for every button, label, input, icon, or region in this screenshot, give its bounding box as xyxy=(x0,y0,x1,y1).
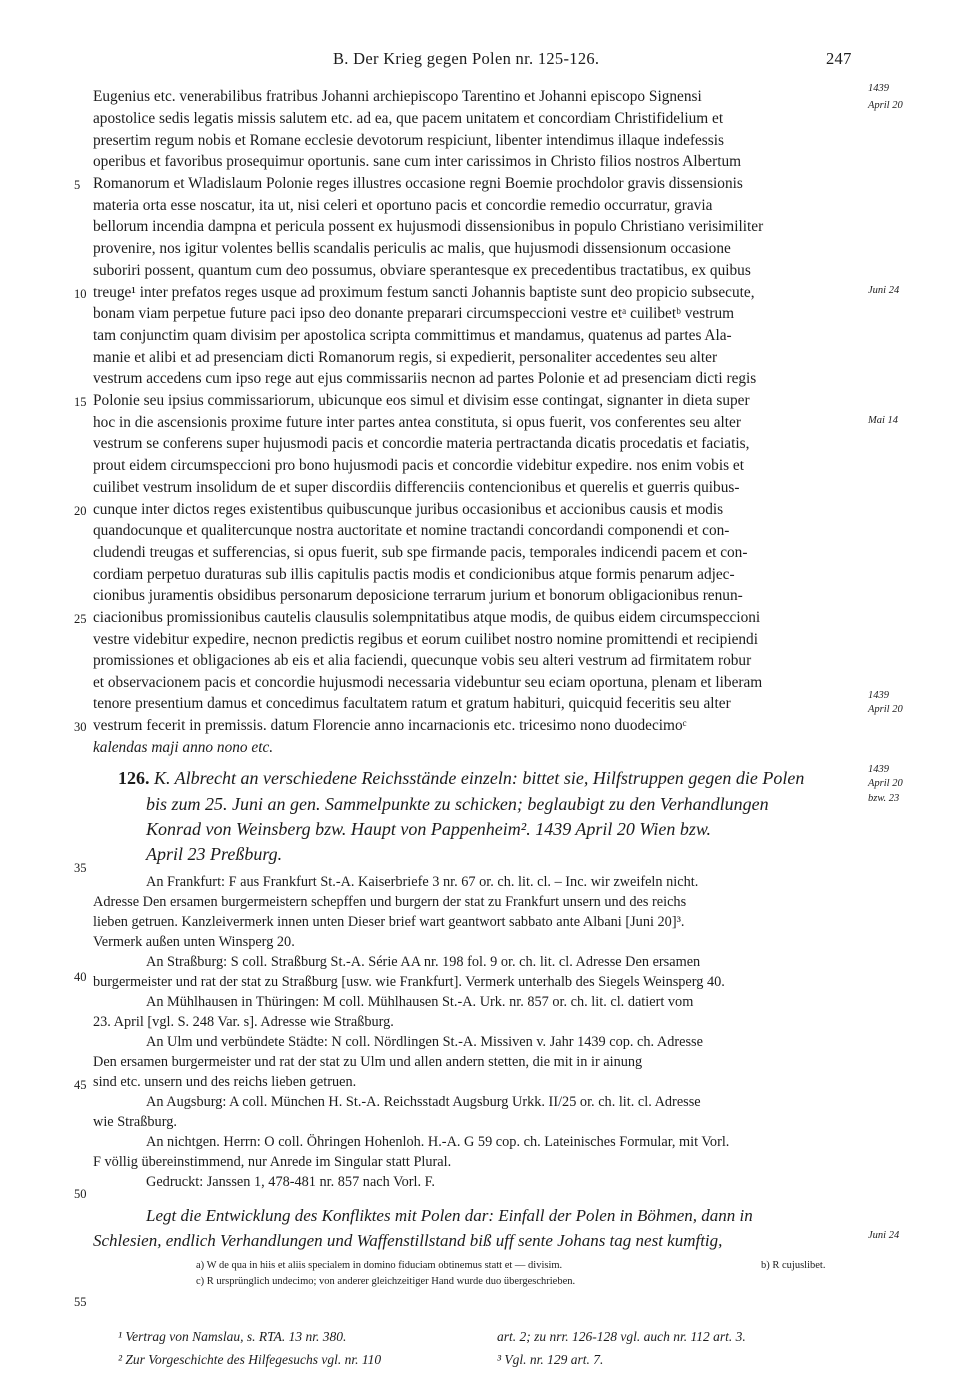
text-line: Romanorum et Wladislaum Polonie reges illustres occasione regni Boemie prochdolor gravis dissensionis xyxy=(93,175,743,192)
detail-line: sind etc. unsern und des reichs lieben getruen. xyxy=(93,1074,357,1090)
text-line: treuge¹ inter prefatos reges usque ad proximum festum sancti Johannis baptiste sunt deo propicio subsecute, xyxy=(93,284,755,301)
margin-date: 1439 xyxy=(868,764,889,775)
detail-line: An Frankfurt: F aus Frankfurt St.-A. Kaiserbriefe 3 nr. 67 or. ch. lit. cl. – Inc. wir zweifeln nicht. xyxy=(146,874,699,890)
heading-line: K. Albrecht an verschiedene Reichsstände einzeln: bittet sie, Hilfstruppen gegen die Polen xyxy=(154,768,805,788)
detail-line: Adresse Den ersamen burgermeistern schepffen und burgern der stat zu Frankfurt unsern und des reichs xyxy=(93,894,687,910)
text-line: operibus et favoribus prosequimur oportunis. sane cum inter carissimos in Christo filios nostros Albertum xyxy=(93,153,742,170)
apparatus-note: b) R cujuslibet. xyxy=(761,1260,826,1271)
text-line: bonam viam perpetue future paci ipso deo donante preparari circumspeccioni vestre etᵃ cuilibetᵇ vestrum xyxy=(93,305,735,322)
detail-line: Den ersamen burgermeister und rat der stat zu Ulm und allen andern stetten, die mit in ir ainung xyxy=(93,1054,643,1070)
margin-date: April 20 xyxy=(868,704,903,715)
text-line: apostolice sedis legatis missis salutem etc. ad ea, que pacem unitatem et concordiam Christifidelium et xyxy=(93,110,724,127)
detail-line: An Mühlhausen in Thüringen: M coll. Mühlhausen St.-A. Urk. nr. 857 or. ch. lit. cl. datiert vom xyxy=(146,994,694,1010)
footnote: ¹ Vertrag von Namslau, s. RTA. 13 nr. 380. xyxy=(118,1329,347,1344)
detail-line: An nichtgen. Herrn: O coll. Öhringen Hohenloh. H.-A. G 59 cop. ch. Lateinisches Formular, mit Vorl. xyxy=(146,1134,730,1150)
margin-date: April 20 xyxy=(868,100,903,111)
detail-line: Gedruckt: Janssen 1, 478-481 nr. 857 nach Vorl. F. xyxy=(146,1174,436,1190)
text-line: suboriri possent, quantum cum deo possumus, obviare sperantesque ex precedentibus tractatibus, ex quibus xyxy=(93,262,751,279)
text-line: vestrum accedens cum ipso rege aut ejus commissariis necnon ad partes Polonie et ad presenciam dicti regis xyxy=(93,370,757,387)
text-line: hoc in die ascensionis proxime future inter partes antea constituta, si opus fuerit, vos conferentes seu alter xyxy=(93,414,741,431)
regest-line: Legt die Entwicklung des Konfliktes mit Polen dar: Einfall der Polen in Böhmen, dann in xyxy=(146,1206,753,1225)
text-line: materia orta esse noscatur, ita ut, nisi celeri et oportuno pacis et concordie remedio occurratur, gravia xyxy=(93,197,713,214)
heading-line: April 23 Preßburg. xyxy=(146,844,283,864)
text-line: tam conjunctim quam divisim per apostolica scripta committimus et mandamus, quatenus ad partes Ala- xyxy=(93,327,732,344)
text-line: kalendas maji anno nono etc. xyxy=(93,739,274,756)
text-line: promissiones et obligaciones ab eis et alia faciendi, quecunque vobis seu alteri vestrum ad firmitatem robur xyxy=(93,652,752,669)
footnote: ³ Vgl. nr. 129 art. 7. xyxy=(497,1352,604,1367)
text-line: cionibus juramentis obsidibus personarum deposicione terrarum jurium et bonorum obligacionibus renun- xyxy=(93,587,743,604)
line-number: 15 xyxy=(74,395,87,409)
text-line: quandocunque et qualitercunque nostra auctoritate et nomine tractandi concordandi componendi et con- xyxy=(93,522,730,539)
regest-line: Schlesien, endlich Verhandlungen und Waffenstillstand biß uff sente Johans tag nest kumftig, xyxy=(93,1231,723,1250)
line-number: 55 xyxy=(74,1295,87,1309)
text-line: vestrum fecerit in premissis. datum Florencie anno incarnacionis etc. tricesimo nono duodecimoᶜ xyxy=(93,717,687,734)
text-line: prout eidem circumspeccioni pro bono hujusmodi pacis et concordie videbitur expedire. nos enim vobis et xyxy=(93,457,744,474)
margin-date: Mai 14 xyxy=(868,415,899,426)
margin-date: Juni 24 xyxy=(868,1230,900,1241)
text-line: cordiam perpetuo duraturas sub illis capitulis pactis modis et condicionibus atque formis penarum adjec- xyxy=(93,566,735,583)
heading-line: bis zum 25. Juni an gen. Sammelpunkte zu schicken; beglaubigt zu den Verhandlungen xyxy=(146,794,769,814)
text-line: vestre videbitur expedire, necnon predictis regibus et eorum cuilibet nostro nomine promittendi et recipiendi xyxy=(93,631,758,648)
apparatus-note: a) W de qua in hiis et aliis specialem in domino fiduciam obtinemus statt et — divisim. xyxy=(196,1260,563,1271)
detail-line: burgermeister und rat der stat zu Straßburg [usw. wie Frankfurt]. Vermerk unterhalb des Siegels Weinsperg 40. xyxy=(93,974,725,990)
text-line: ciacionibus promissionibus cautelis clausulis solempnitatibus atque modis, de quibus eidem circumspeccioni xyxy=(93,609,761,626)
text-line: bellorum incendia dampna et pericula possent ex hujusmodi dissensionibus in populo Christiano verisimiliter xyxy=(93,218,764,235)
detail-line: 23. April [vgl. S. 248 Var. s]. Adresse wie Straßburg. xyxy=(93,1014,394,1030)
line-number: 45 xyxy=(74,1078,87,1092)
line-number: 40 xyxy=(74,970,87,984)
detail-line: An Straßburg: S coll. Straßburg St.-A. Série AA nr. 198 fol. 9 or. ch. lit. cl. Adresse Den ersamen xyxy=(146,954,701,970)
text-line: manie et alibi et ad presenciam dicti Romanorum regis, si expedierit, personaliter accedentes seu alter xyxy=(93,349,718,366)
detail-line: wie Straßburg. xyxy=(93,1114,177,1130)
margin-date: 1439 xyxy=(868,83,889,94)
text-line: cuilibet vestrum insolidum de et super discordiis differenciis contencionibus et querelis et guerris quibus- xyxy=(93,479,740,496)
text-line: vestrum se conferens super hujusmodi pacis et concordie materia pertractanda dicatis procedatis et faciatis, xyxy=(93,435,750,452)
detail-line: Vermerk außen unten Winsperg 20. xyxy=(93,934,295,950)
apparatus-note: c) R ursprünglich undecimo; von anderer gleichzeitiger Hand wurde duo übergeschrieben. xyxy=(196,1276,576,1287)
line-number: 10 xyxy=(74,287,87,301)
margin-date: 1439 xyxy=(868,690,889,701)
text-line: et observacionem pacis et concordie hujusmodi necessaria videbuntur seu eciam oportuna, plenam et liberam xyxy=(93,674,763,691)
line-number: 35 xyxy=(74,861,87,875)
detail-line: F völlig übereinstimmend, nur Anrede im Singular statt Plural. xyxy=(93,1154,452,1170)
text-line: cunque inter dictos reges existentibus quibuscunque juribus occasionibus et accionibus causis et modis xyxy=(93,501,724,518)
line-number: 30 xyxy=(74,720,87,734)
text-line: presertim regum nobis et Romane ecclesie devotorum respiciunt, libenter intendimus illaque indefessis xyxy=(93,132,724,149)
footnote: ² Zur Vorgeschichte des Hilfegesuchs vgl. nr. 110 xyxy=(118,1352,382,1367)
detail-line: lieben getruen. Kanzleivermerk innen unten Dieser brief wart geantwort sabbato ante Albani [Juni 20]³. xyxy=(93,914,685,930)
text-line: cludendi treugas et sufferencias, si opus fuerit, sub spe firmande pacis, temporales indicendi pacem et con- xyxy=(93,544,748,561)
line-number: 25 xyxy=(74,612,87,626)
line-number: 20 xyxy=(74,504,87,518)
detail-line: An Augsburg: A coll. München H. St.-A. Reichsstadt Augsburg Urkk. II/25 or. ch. lit. cl. Adresse xyxy=(146,1094,701,1110)
margin-date: Juni 24 xyxy=(868,285,900,296)
line-number: 5 xyxy=(74,178,81,192)
footnote: art. 2; zu nrr. 126-128 vgl. auch nr. 112 art. 3. xyxy=(497,1329,746,1344)
margin-date: April 20 xyxy=(868,778,903,789)
text-line: tenore presentium damus et concedimus facultatem ratum et gratum habituri, quicquid feceritis seu alter xyxy=(93,695,731,712)
text-line: Polonie seu ipsius commissariorum, ubicunque eos simul et divisim esse contingat, signanter in dieta super xyxy=(93,392,750,409)
running-head: B. Der Krieg gegen Polen nr. 125-126. xyxy=(333,49,600,68)
margin-date: bzw. 23 xyxy=(868,793,900,804)
entry-number: 126. xyxy=(118,768,150,788)
detail-line: An Ulm und verbündete Städte: N coll. Nördlingen St.-A. Missiven v. Jahr 1439 cop. ch. Adresse xyxy=(146,1034,703,1050)
text-line: Eugenius etc. venerabilibus fratribus Johanni archiepiscopo Tarentino et Johanni episcopo Signensi xyxy=(93,88,702,105)
heading-line: Konrad von Weinsberg bzw. Haupt von Pappenheim². 1439 April 20 Wien bzw. xyxy=(146,819,712,839)
page-number: 247 xyxy=(826,49,852,68)
text-line: provenire, nos igitur volentes bellis scandalis periculis ac malis, que hujusmodi dissensionum occasione xyxy=(93,240,731,257)
line-number: 50 xyxy=(74,1187,87,1201)
